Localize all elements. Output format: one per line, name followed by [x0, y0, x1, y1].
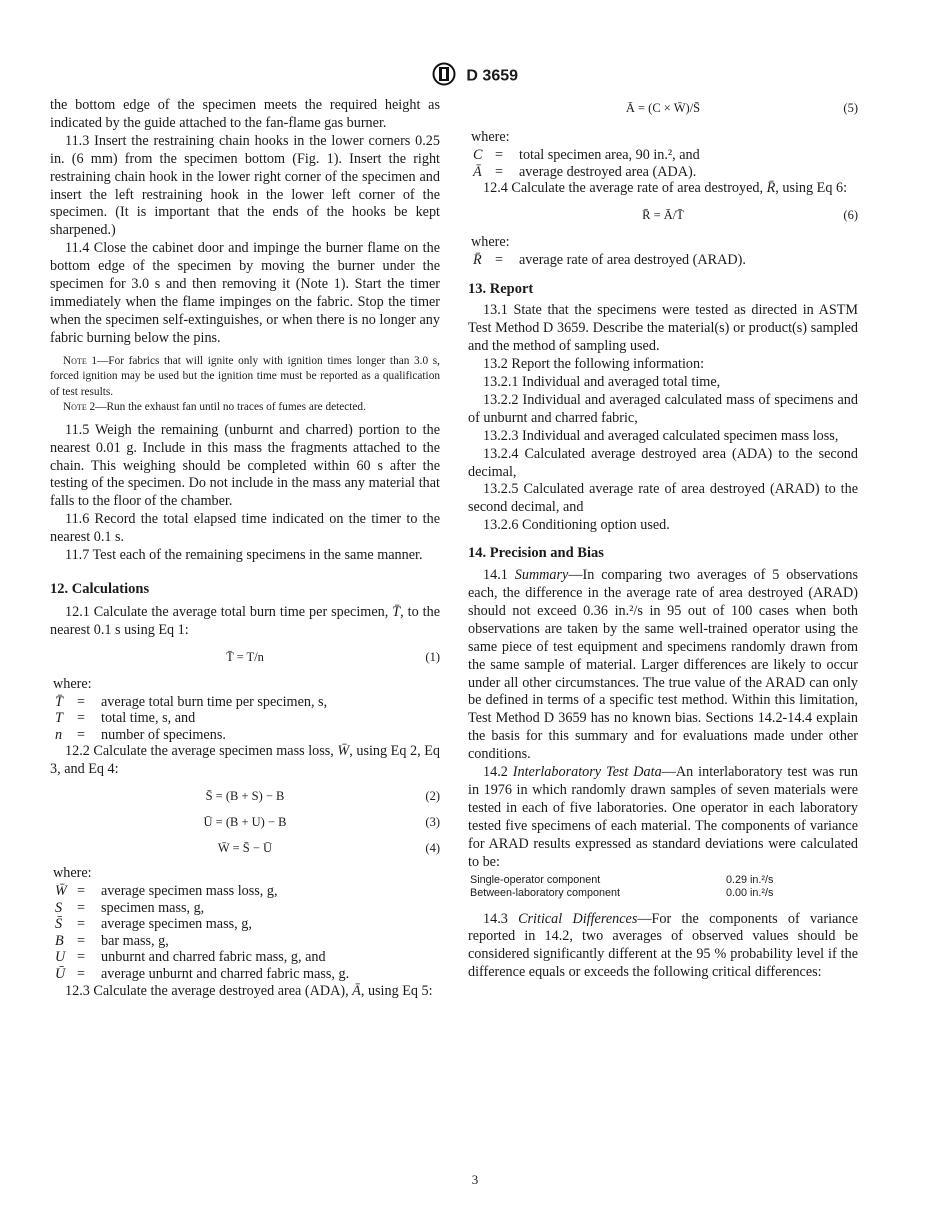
paragraph-11-5: 11.5 Weigh the remaining (unburnt and charred) portion to the nearest 0.01 g. Include in this mass the fragments attached to the chain. This weighing should be completed within 60 s after the testing of the specimen. Do not include in the mass any material that falls to the floor of the chamber.	[50, 421, 440, 510]
definition-item: W̄ = average specimen mass loss, g,	[55, 883, 278, 900]
paragraph-12-1: 12.1 Calculate the average total burn time per specimen, T̄, to the nearest 0.1 s using Eq 1:	[50, 603, 440, 638]
section-13-heading: 13. Report	[468, 280, 534, 297]
section-14-heading: 14. Precision and Bias	[468, 545, 604, 562]
paragraph-13-2-3: 13.2.3 Individual and averaged calculated specimen mass loss,	[483, 427, 839, 444]
definition-item: n = number of specimens.	[55, 726, 226, 743]
page-header	[0, 62, 950, 91]
where-label: where:	[53, 865, 92, 882]
definition-item: Ū = average unburnt and charred fabric mass, g.	[55, 966, 350, 983]
paragraph-13-2-4: 13.2.4 Calculated average destroyed area (ADA) to the second decimal,	[468, 445, 858, 480]
paragraph-14-2: 14.2 Interlaboratory Test Data—An interlaboratory test was run in 1976 in which randomly drawn samples of seven materials were tested in each of five laboratories. One operator in each laboratory tested five specimens of each material. The components of variance for ARAD results expressed as standard deviations were calculated to be:	[468, 764, 858, 870]
where-label: where:	[471, 129, 510, 145]
definition-item: R̄ = average rate of area destroyed (ARAD).	[473, 251, 746, 268]
paragraph-13-2-6: 13.2.6 Conditioning option used.	[483, 517, 670, 534]
definition-item: S = specimen mass, g,	[55, 899, 205, 916]
definitions-list-3	[473, 147, 858, 180]
section-12-heading: 12. Calculations	[50, 580, 150, 597]
paragraph-12-2: 12.2 Calculate the average specimen mass loss, W̄, using Eq 2, Eq 3, and Eq 4:	[50, 743, 440, 778]
definition-item: B = bar mass, g,	[55, 932, 169, 949]
paragraph-14-3: 14.3 Critical Differences—For the components of variance reported in 14.2, two averages of observed values should be considered significantly different at the 95 % probability level if the difference equals or exceeds the following critical differences:	[468, 910, 858, 981]
definitions-list-2	[55, 883, 440, 983]
where-label: where:	[53, 675, 92, 692]
paragraph-11-4: 11.4 Close the cabinet door and impinge the burner flame on the bottom edge of the specimen by moving the burner under the specimen for 3.0 s and then removing it (Note 1). Start the timer immediately when the flame impinges on the fabric. Stop the timer when the specimen self-extinguishes, or when there is no longer any fabric burning below the pins.	[50, 240, 440, 346]
variance-components-table	[470, 874, 858, 901]
left-column	[50, 97, 440, 1001]
table-row: Single-operator component 0.29 in.²/s	[470, 873, 774, 886]
paragraph-13-2-2: 13.2.2 Individual and averaged calculated mass of specimens and of unburnt and charred fabric,	[468, 391, 858, 426]
paragraph-12-4: 12.4 Calculate the average rate of area destroyed, R̄, using Eq 6:	[483, 180, 848, 197]
designation: D 3659	[466, 67, 519, 85]
right-column	[468, 97, 858, 982]
definition-item: S̄ = average specimen mass, g,	[55, 916, 252, 933]
definition-item: Ā = average destroyed area (ADA).	[473, 163, 697, 180]
paragraph-13-2: 13.2 Report the following information:	[483, 356, 705, 373]
equation-3: Ū = (B + U) − B (3)	[203, 815, 440, 830]
equation-1: T̄ = T/n (1)	[226, 649, 440, 664]
page-number: 3	[471, 1172, 479, 1187]
definitions-list-4	[473, 252, 858, 269]
paragraph-11-7: 11.7 Test each of the remaining specimens in the same manner.	[65, 547, 423, 564]
definition-item: T̄ = average total burn time per specimen, s,	[55, 693, 328, 710]
note-2: Note 2—Run the exhaust fan until no traces of fumes are detected.	[63, 401, 366, 414]
note-1: Note 1—For fabrics that will ignite only with ignition times longer than 3.0 s, forced ignition may be used but the ignition time must be reported as a qualification of test results.	[50, 354, 440, 398]
equation-5: Ā = (C × W̄)/S̄ (5)	[625, 101, 858, 115]
paragraph-12-3: 12.3 Calculate the average destroyed area (ADA), Ā, using Eq 5:	[65, 982, 433, 999]
definitions-list-1	[55, 694, 440, 744]
paragraph-14-1: 14.1 Summary—In comparing two averages of 5 observations each, the difference in the average rate of area destroyed (ARAD) should not exceed 0.36 in.²/s in 95 out of 100 cases when both observations are taken by the same well-trained operator using the same piece of test equipment and specimens randomly drawn from the same sample of material. Larger differences are likely to occur under all other circumstances. The true value of the ARAD can only be defined in terms of a specific test method. Within this limitation, Test Method D 3659 has no known bias. Sections 14.2-14.4 explain the basis for this summary and for evaluations made under other conditions.	[468, 567, 858, 763]
definition-item: U = unburnt and charred fabric mass, g, and	[55, 949, 326, 966]
equation-4: W̄ = S̄ − Ū (4)	[217, 841, 440, 856]
paragraph-13-1: 13.1 State that the specimens were tested as directed in ASTM Test Method D 3659. Describe the material(s) or product(s) sampled and the method of sampling used.	[468, 302, 858, 355]
paragraph-13-2-5: 13.2.5 Calculated average rate of area destroyed (ARAD) to the second decimal, and	[468, 481, 858, 516]
paragraph-11-6: 11.6 Record the total elapsed time indicated on the timer to the nearest 0.1 s.	[50, 511, 440, 546]
astm-logo-icon	[432, 62, 456, 91]
paragraph-11-3: 11.3 Insert the restraining chain hooks in the lower corners 0.25 in. (6 mm) from the specimen bottom (Fig. 1). Insert the right restraining chain hook in the lower right corner of the specimen and insert the left restraining hook in the lower left corner of the specimen. (It is important that the ends of the hooks be kept sharpened.)	[50, 132, 440, 239]
where-label: where:	[471, 234, 510, 250]
paragraph-continued: the bottom edge of the specimen meets the required height as indicated by the guide attached to the fan-flame gas burner.	[50, 97, 440, 131]
definition-item: C = total specimen area, 90 in.², and	[473, 146, 700, 163]
table-row: Between-laboratory component 0.00 in.²/s	[470, 887, 774, 899]
equation-6: R̄ = Ā/T̄ (6)	[642, 208, 858, 222]
definition-item: T = total time, s, and	[55, 710, 196, 727]
paragraph-13-2-1: 13.2.1 Individual and averaged total time,	[483, 374, 721, 391]
equation-2: S̄ = (B + S) − B (2)	[205, 789, 440, 804]
